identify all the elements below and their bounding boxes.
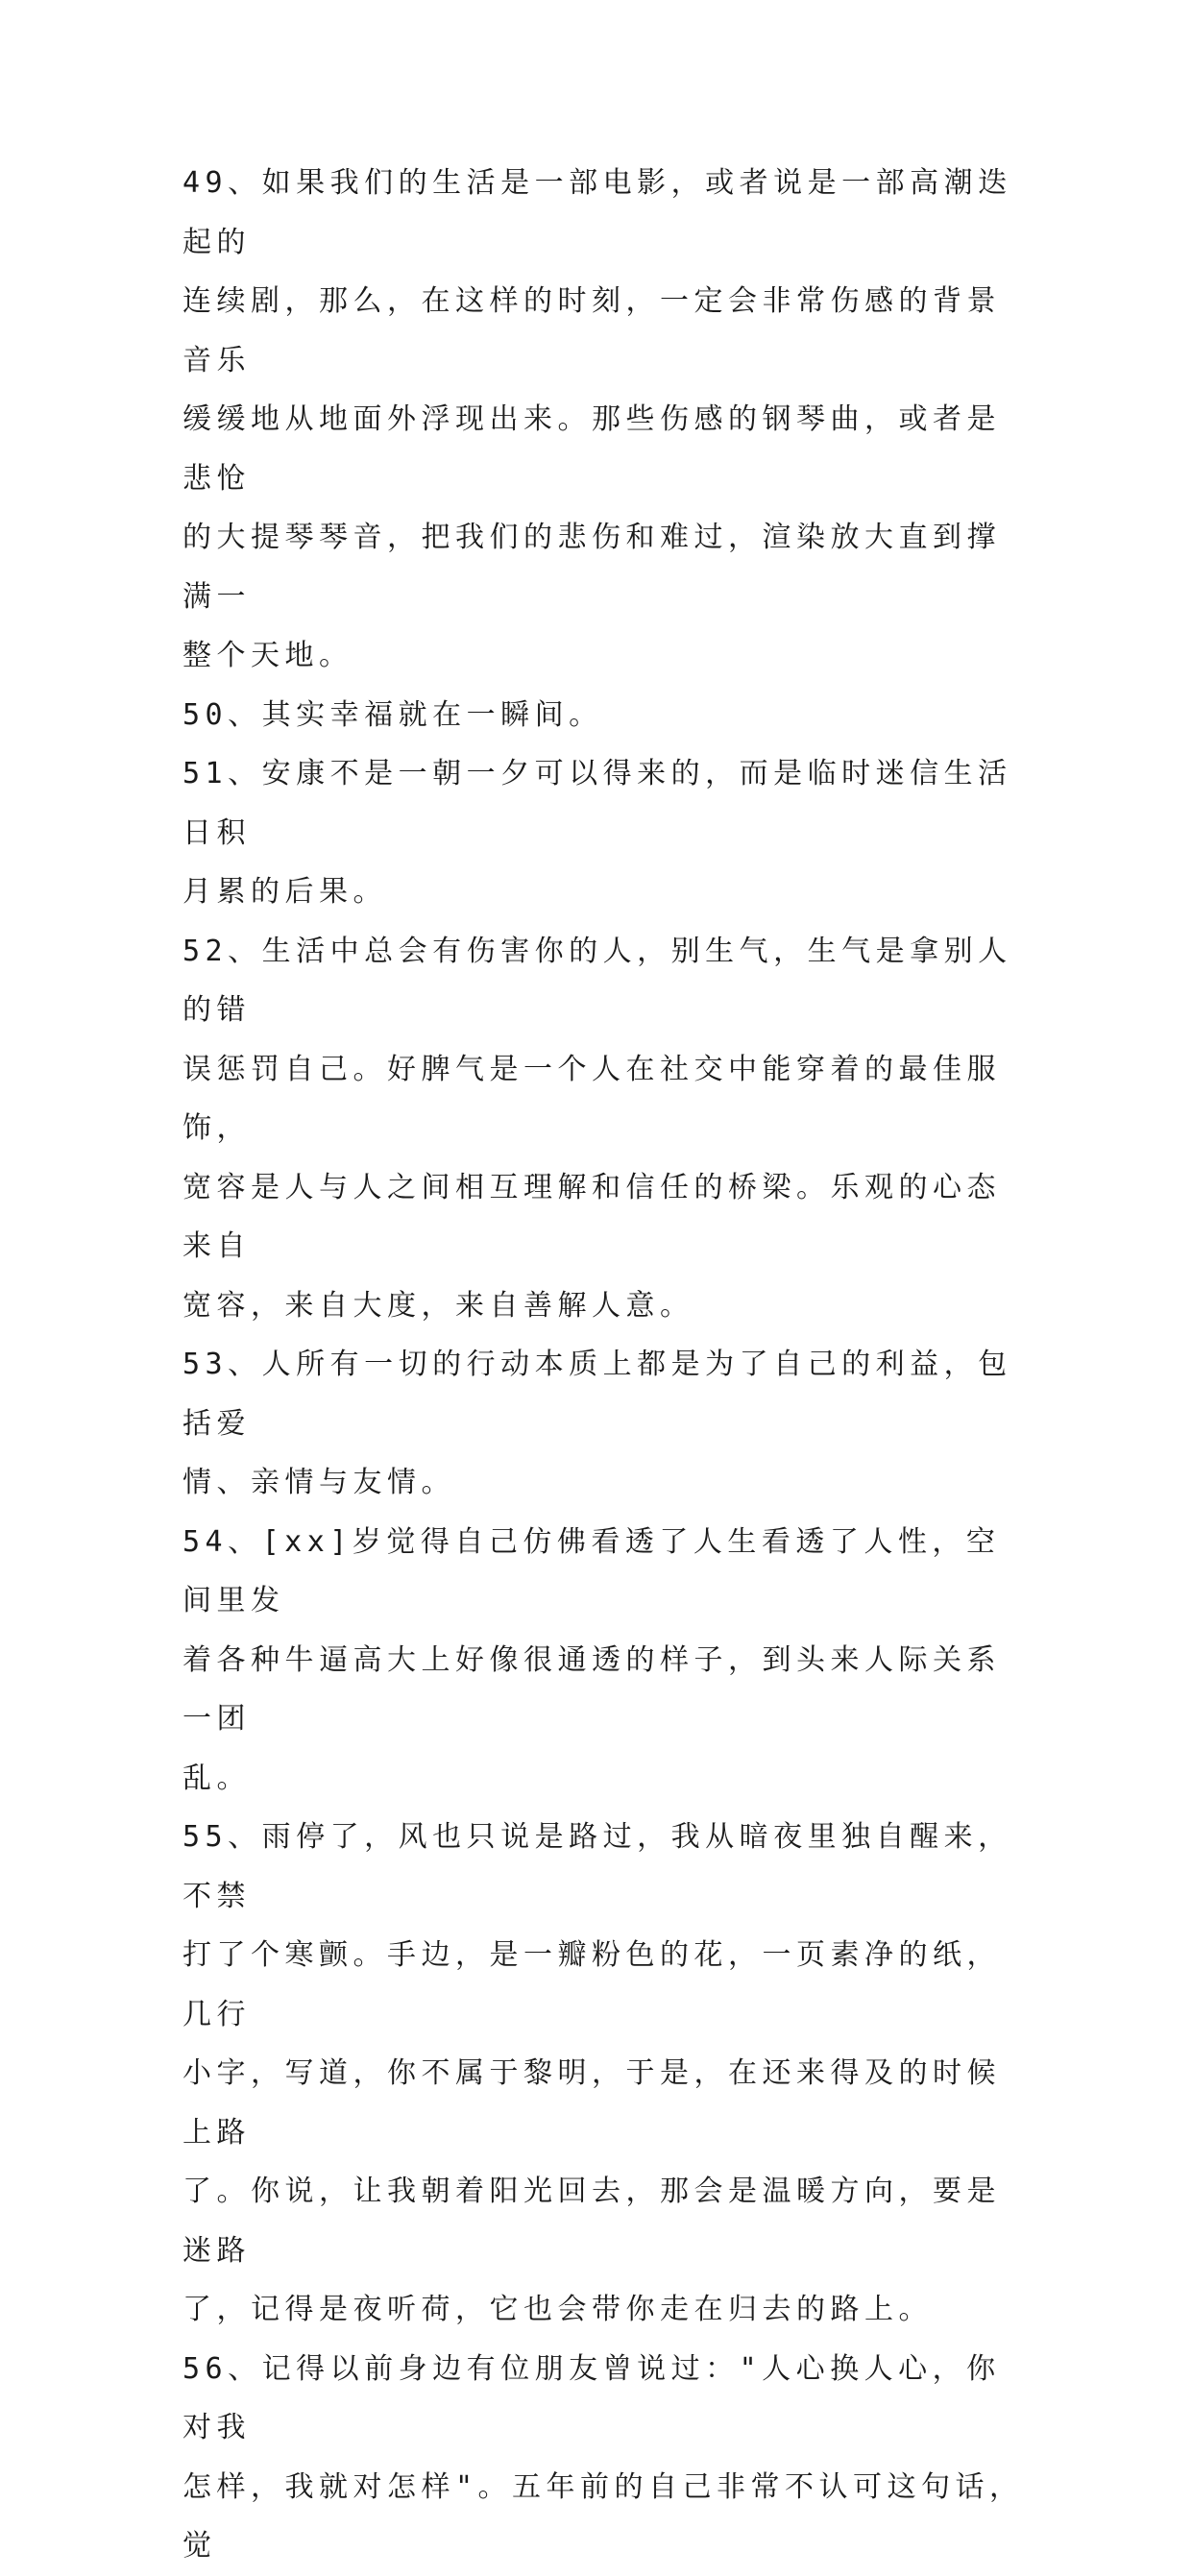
paragraph-49: 49、如果我们的生活是一部电影，或者说是一部高潮迭起的 连续剧，那么，在这样的时刻，一定会非常伤感的背景音乐 缓缓地从地面外浮现出来。那些伤感的钢琴曲，或者是悲怆 的大提琴琴音，把我们的悲伤和难过，渲染放大直到撑满一 整个天地。 [182, 166, 1012, 672]
paragraph-50: 50、其实幸福就在一瞬间。 [182, 697, 603, 732]
paragraph-51: 51、安康不是一朝一夕可以得来的，而是临时迷信生活日积 月累的后果。 [182, 757, 1012, 909]
paragraph-55: 55、雨停了，风也只说是路过，我从暗夜里独自醒来，不禁 打了个寒颤。手边，是一瓣粉色的花，一页素净的纸，几行 小字，写道，你不属于黎明，于是，在还来得及的时候上路 了。你说，让我朝着阳光回去，那会是温暖方向，要是迷路 了，记得是夜听荷，它也会带你走在归去的路上。 [182, 1820, 1012, 2326]
paragraph-53: 53、人所有一切的行动本质上都是为了自己的利益，包括爱 情、亲情与友情。 [182, 1348, 1012, 1499]
document-body [182, 154, 1028, 2576]
paragraph-56: 56、记得以前身边有位朋友曾说过："人心换人心，你对我 怎样，我就对怎样"。五年前的自己非常不认可这句话，觉 [182, 2351, 1024, 2563]
paragraph-54: 54、[xx]岁觉得自己仿佛看透了人生看透了人性，空间里发 着各种牛逼高大上好像很通透的样子，到头来人际关系一团 乱。 [182, 1524, 1001, 1795]
paragraph-52: 52、生活中总会有伤害你的人，别生气，生气是拿别人的错 误惩罚自己。好脾气是一个人在社交中能穿着的最佳服饰， 宽容是人与人之间相互理解和信任的桥梁。乐观的心态来自 宽容，来自大度，来自善解人意。 [182, 934, 1012, 1323]
